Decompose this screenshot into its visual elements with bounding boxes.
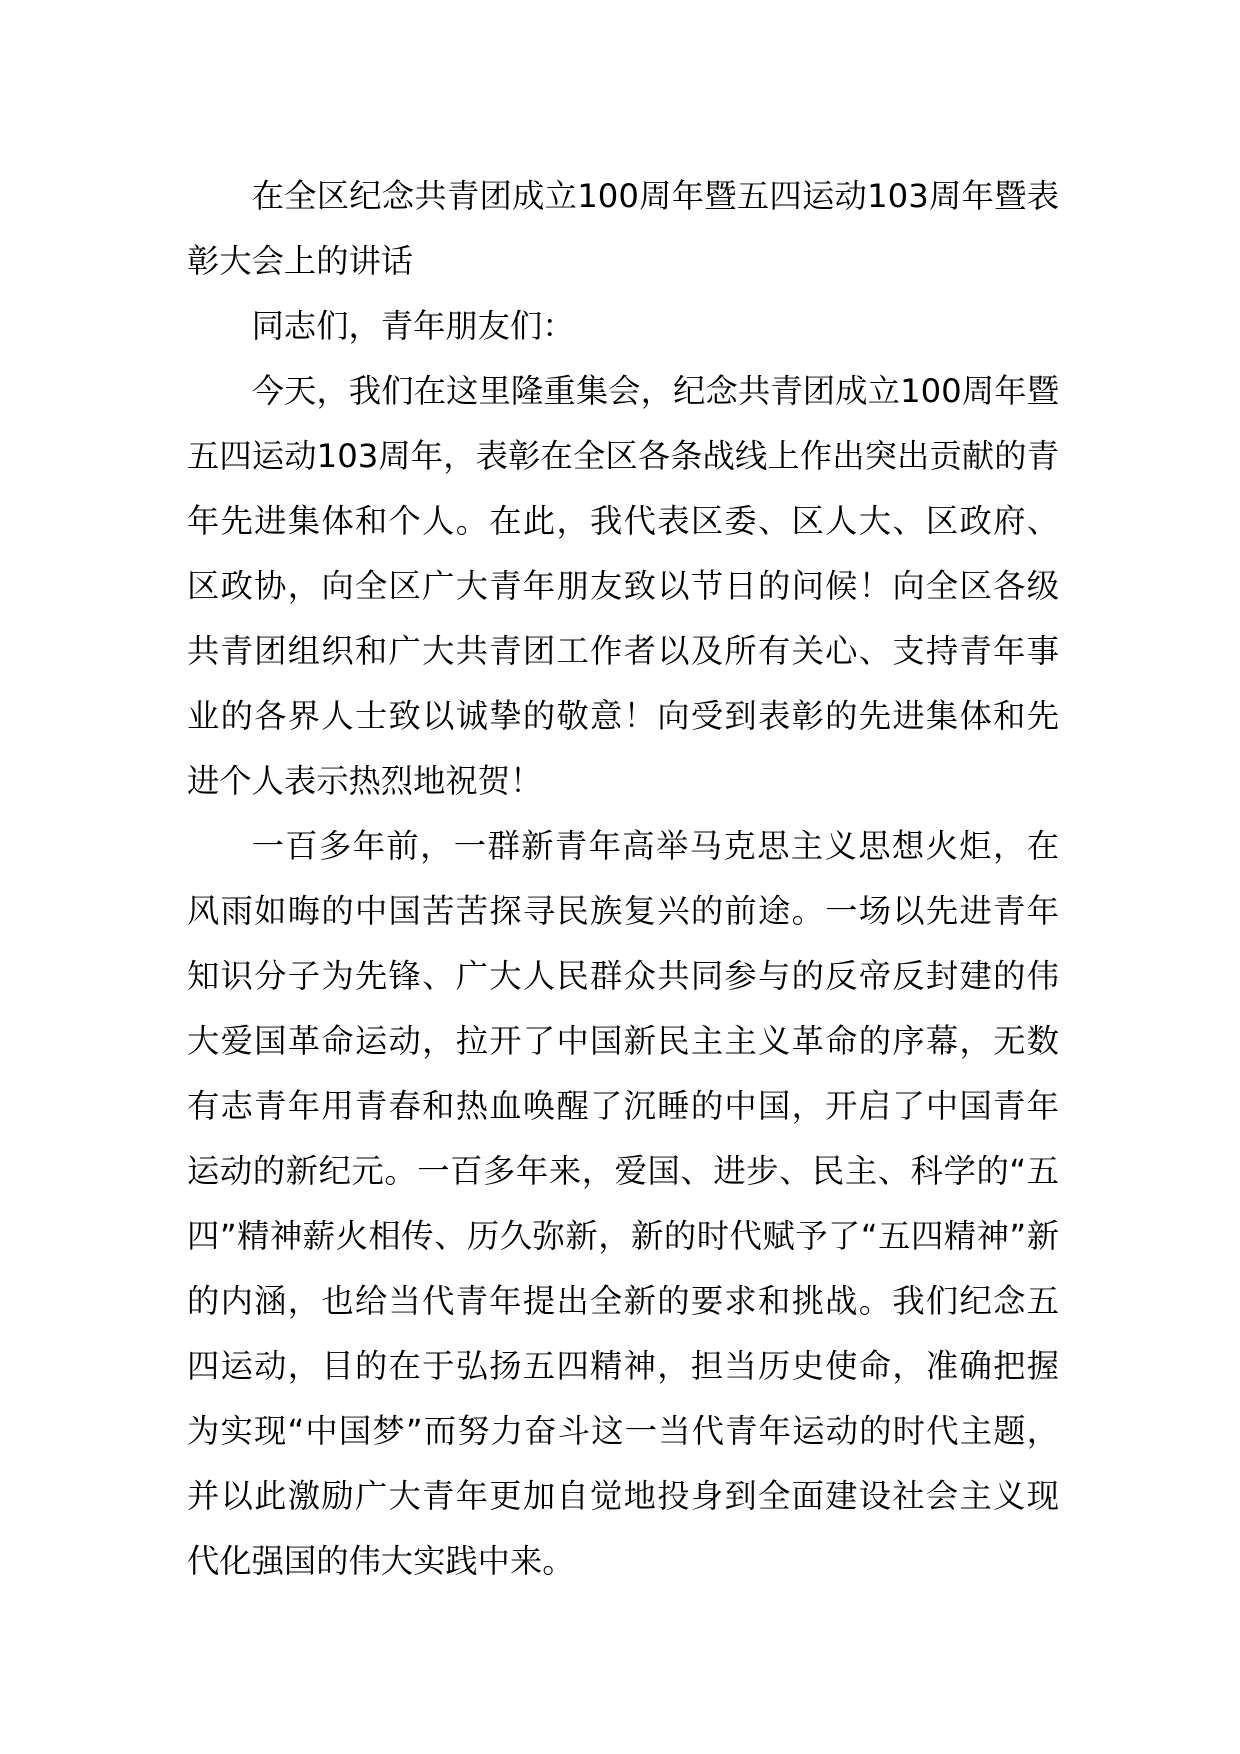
document-body	[187, 164, 1059, 1594]
document-title: 在全区纪念共青团成立100周年暨五四运动103周年暨表彰大会上的讲话	[187, 177, 1059, 280]
salutation: 同志们，青年朋友们：	[251, 307, 575, 345]
paragraph: 一百多年前，一群新青年高举马克思主义思想火炬，在风雨如晦的中国苦苦探寻民族复兴的前途。一场以先进青年知识分子为先锋、广大人民群众共同参与的反帝反封建的伟大爱国革命运动，拉开了中国新民主主义革命的序幕，无数有志青年用青春和热血唤醒了沉睡的中国，开启了中国青年运动的新纪元。一百多年来，爱国、进步、民主、科学的“五四”精神薪火相传、历久弥新，新的时代赋予了“五四精神”新的内涵，也给当代青年提出全新的要求和挑战。我们纪念五四运动，目的在于弘扬五四精神，担当历史使命，准确把握为实现“中国梦”而努力奋斗这一当代青年运动的时代主题，并以此激励广大青年更加自觉地投身到全面建设社会主义现代化强国的伟大实践中来。	[187, 827, 1059, 1580]
paragraph: 今天，我们在这里隆重集会，纪念共青团成立100周年暨五四运动103周年，表彰在全区各条战线上作出突出贡献的青年先进集体和个人。在此，我代表区委、区人大、区政府、区政协，向全区广大青年朋友致以节日的问候！向全区各级共青团组织和广大共青团工作者以及所有关心、支持青年事业的各界人士致以诚挚的敬意！向受到表彰的先进集体和先进个人表示热烈地祝贺！	[187, 372, 1059, 800]
